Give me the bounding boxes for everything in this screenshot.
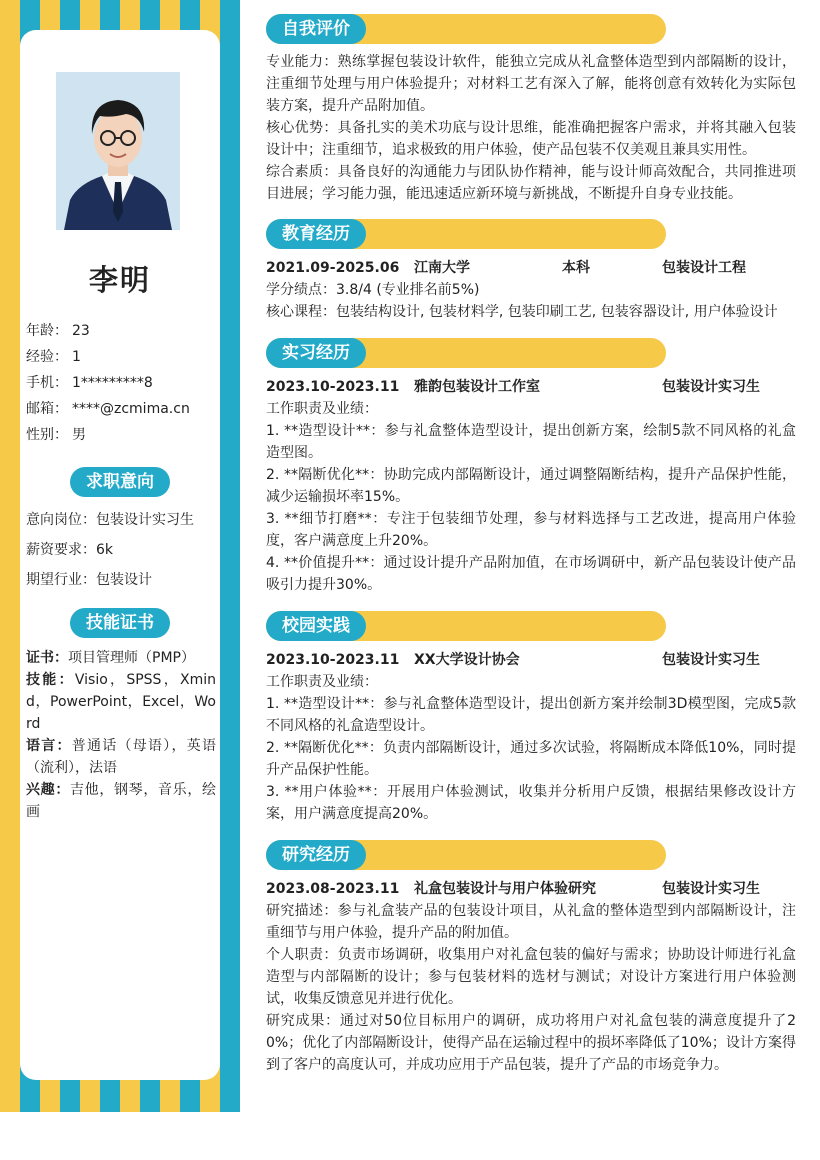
education-school: 江南大学 (414, 260, 470, 276)
info-gender: 性别： 男 (26, 427, 86, 443)
skills-list (26, 647, 216, 823)
internship-row (266, 376, 796, 398)
info-age: 年龄： 23 (26, 323, 90, 339)
education-period: 2021.09-2025.06 (266, 260, 400, 276)
campus-line: 3. **用户体验**：开展用户体验测试，收集并分析用户反馈，根据结果修改设计方案，用户满意度提高20%。 (266, 784, 796, 822)
education-gpa: 学分绩点：3.8/4 (专业排名前5%) (266, 282, 480, 298)
internship-line: 3. **细节打磨**：专注于包装细节处理，参与材料选择与工艺改进，提高用户体验度，客户满意度上升20%。 (266, 511, 796, 549)
internship-org: 雅韵包装设计工作室 (414, 379, 540, 395)
heading-label: 研究经历 (266, 840, 366, 870)
research-period: 2023.08-2023.11 (266, 881, 400, 897)
campus-role: 包装设计实习生 (662, 652, 760, 668)
education-row (266, 257, 796, 279)
internship-period: 2023.10-2023.11 (266, 379, 400, 395)
education-body (266, 257, 796, 323)
profile-photo (56, 72, 180, 230)
research-heading (266, 840, 666, 870)
candidate-name: 李明 (88, 263, 151, 297)
info-experience: 经验： 1 (26, 349, 81, 365)
self-eval-quality: 综合素质：具备良好的沟通能力与团队协作精神，能与设计师高效配合，共同推进项目进展；学习能力强，能迅速适应新环境与新挑战，不断提升自身专业技能。 (266, 164, 796, 202)
intent-position: 意向岗位：包装设计实习生 (26, 512, 194, 528)
research-results: 研究成果：通过对50位目标用户的调研，成功将用户对礼盒包装的满意度提升了20%；优化了内部隔断设计，使得产品在运输过程中的损坏率降低了10%；设计方案得到了客户的高度认可，并成功应用于产品包装，提升了产品的市场竞争力。 (266, 1013, 796, 1073)
intent-heading: 求职意向 (70, 467, 170, 497)
campus-line: 2. **隔断优化**：负责内部隔断设计，通过多次试验，将隔断成本降低10%，同时提升产品保护性能。 (266, 740, 796, 778)
skills-heading: 技能证书 (70, 608, 170, 638)
research-role: 包装设计实习生 (662, 881, 760, 897)
internship-line: 工作职责及业绩： (266, 401, 378, 417)
research-description: 研究描述：参与礼盒装产品的包装设计项目，从礼盒的整体造型到内部隔断设计，注重细节与用户体验，提升产品的附加值。 (266, 903, 796, 941)
skill-certificate: 证书：项目管理师（PMP） (26, 650, 195, 666)
basic-info (26, 321, 216, 451)
campus-line: 工作职责及业绩： (266, 674, 378, 690)
internship-heading (266, 338, 666, 368)
heading-label: 教育经历 (266, 219, 366, 249)
heading-label: 校园实践 (266, 611, 366, 641)
research-row (266, 878, 796, 900)
skill-tools: 技能：Visio，SPSS，Xmind，PowerPoint，Excel，Word (26, 672, 216, 732)
campus-line: 1. **造型设计**：参与礼盒整体造型设计，提出创新方案并绘制3D模型图，完成5款不同风格的礼盒造型设计。 (266, 696, 796, 734)
self-eval-ability: 专业能力：熟练掌握包装设计软件，能独立完成从礼盒整体造型到内部隔断的设计，注重细节处理与用户体验提升；对材料工艺有深入了解，能将创意有效转化为实际包装方案，提升产品附加值。 (266, 54, 796, 114)
info-email: 邮箱： ****@zcmima.cn (26, 401, 190, 417)
internship-line: 2. **隔断优化**：协助完成内部隔断设计，通过调整隔断结构，提升产品保护性能，减少运输损坏率15%。 (266, 467, 796, 505)
internship-line: 1. **造型设计**：参与礼盒整体造型设计，提出创新方案，绘制5款不同风格的礼盒造型图。 (266, 423, 796, 461)
education-degree: 本科 (562, 260, 590, 276)
internship-role: 包装设计实习生 (662, 379, 760, 395)
research-duties: 个人职责：负责市场调研，收集用户对礼盒包装的偏好与需求；协助设计师进行礼盒造型与内部隔断的设计；参与包装材料的选材与测试；对设计方案进行用户体验测试，收集反馈意见并进行优化。 (266, 947, 796, 1007)
education-courses: 核心课程：包装结构设计, 包装材料学, 包装印刷工艺, 包装容器设计, 用户体验设计 (266, 304, 778, 320)
campus-org: XX大学设计协会 (414, 652, 520, 668)
internship-body (266, 376, 796, 596)
intent-industry: 期望行业：包装设计 (26, 572, 152, 588)
self-eval-heading (266, 14, 666, 44)
skill-interests: 兴趣：吉他，钢琴，音乐，绘画 (26, 782, 216, 820)
research-topic: 礼盒包装设计与用户体验研究 (414, 881, 596, 897)
education-heading (266, 219, 666, 249)
internship-line: 4. **价值提升**：通过设计提升产品附加值，在市场调研中，新产品包装设计使产品吸引力提升30%。 (266, 555, 796, 593)
heading-label: 自我评价 (266, 14, 366, 44)
campus-body (266, 649, 796, 825)
self-eval-strength: 核心优势：具备扎实的美术功底与设计思维，能准确把握客户需求，并将其融入包装设计中；注重细节，追求极致的用户体验，使产品包装不仅美观且兼具实用性。 (266, 120, 796, 158)
intent-salary: 薪资要求：6k (26, 542, 114, 558)
job-intent (26, 510, 216, 600)
skill-languages: 语言：普通话（母语），英语（流利），法语 (26, 738, 216, 776)
campus-row (266, 649, 796, 671)
campus-period: 2023.10-2023.11 (266, 652, 400, 668)
self-eval-body (266, 51, 796, 205)
heading-label: 实习经历 (266, 338, 366, 368)
campus-heading (266, 611, 666, 641)
info-phone: 手机： 1*********8 (26, 375, 153, 391)
research-body (266, 878, 796, 1076)
education-major: 包装设计工程 (662, 260, 746, 276)
